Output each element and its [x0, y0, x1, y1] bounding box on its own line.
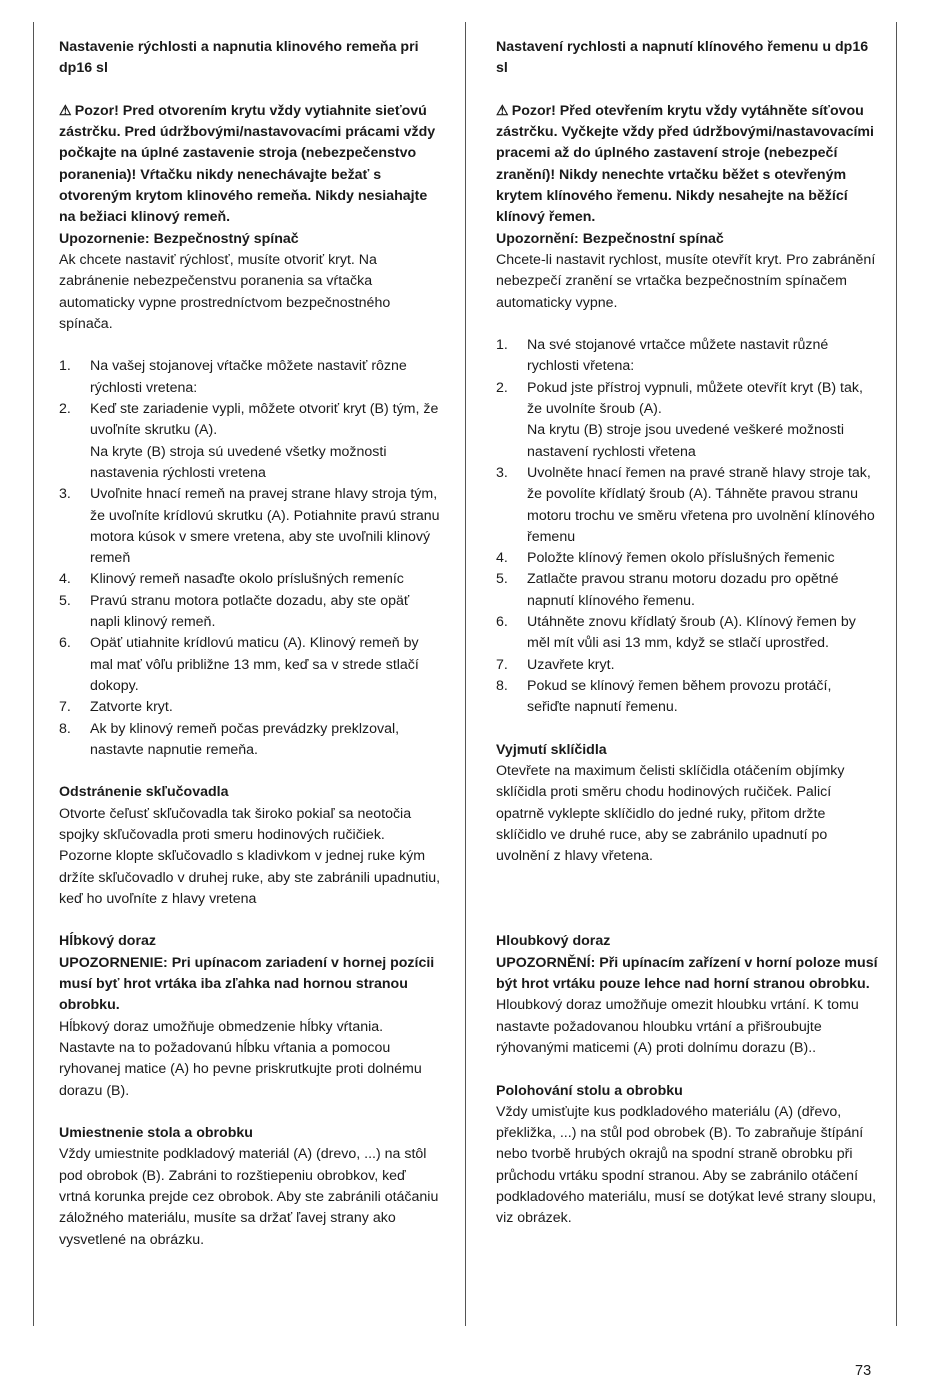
section-title-chuck: Vyjmutí sklíčidla — [496, 741, 607, 758]
step-number: 3. — [59, 486, 71, 503]
list-item — [496, 335, 878, 378]
warning-text: Pozor! Pred otvorením krytu vždy vytiahnite sieťovú zástrčku. Pred údržbovými/nastavovacími prácami vždy počkajte na úplné zastavenie stroja (nebezpečenstvo poranenia)! Vŕtačku nikdy nenechávajte bežať s otvoreným krytom klinového remeňa. Nikdy nesiahajte na bežiaci klinový remeň. — [59, 102, 436, 226]
list-item — [496, 612, 878, 655]
step-text: Pokud jste přístroj vypnuli, můžete otevřít kryt (B) tak, že uvolníte šroub (A). — [527, 379, 863, 418]
step-text: Ak by klinový remeň počas prevádzky preklzoval, nastavte napnutie remeňa. — [90, 720, 400, 758]
list-item — [496, 655, 878, 676]
depth-text: Hloubkový doraz umožňuje omezit hloubku vrtání. K tomu nastavte požadovanou hloubku vrtání a přišroubujte rýhovanými maticemi (A) proti dolnímu dorazu (B).. — [496, 997, 859, 1056]
warning-paragraph — [496, 101, 878, 229]
warning-triangle-icon: ⚠ — [59, 102, 72, 119]
step-extra-text: Na krytu (B) stroje jsou uvedené veškeré možnosti nastavení rychlosti vřetena — [527, 422, 844, 460]
chuck-text: Otvorte čeľusť skľučovadla tak široko pokiaľ sa neotočia spojky skľučovadla proti smeru hodinových ručičiek. Pozorne klopte skľučovadlo s kladivkom v jednej ruke kým držíte skľučovadlo v druhej ruke, aby ste zabránili upadnutiu, keď ho uvoľníte z hlavy vretena — [59, 805, 441, 907]
step-text: Uzavřete kryt. — [527, 656, 615, 673]
list-item — [59, 484, 441, 569]
step-text: Pokud se klínový řemen během provozu protáčí, seřiďte napnutí řemenu. — [527, 677, 832, 716]
step-text: Opäť utiahnite krídlovú maticu (A). Klinový remeň by mal mať vôľu približne 13 mm, keď sa v strede stlačí dokopy. — [90, 635, 419, 694]
step-number: 4. — [59, 571, 71, 588]
step-number: 2. — [59, 401, 71, 418]
step-number: 7. — [496, 656, 508, 673]
list-item — [59, 633, 441, 697]
section-title-table: Umiestnenie stola a obrobku — [59, 1125, 253, 1142]
right-margin-rule — [896, 22, 897, 1326]
step-text: Utáhněte znovu křídlatý šroub (A). Klínový řemen by měl mít vůli asi 13 mm, když se stlačí uprostřed. — [527, 614, 856, 652]
chuck-text: Otevřete na maximum čelisti sklíčidla otáčením objímky sklíčidla proti směru chodu hodinových ručiček. Palicí opatrně vyklepte sklíčidlo do jedné ruky, přitom držte sklíčidlo ve druhé ruce, aby se zabránilo upadnutí po uvolnění z hlavy vřetena. — [496, 763, 845, 865]
step-text: Na své stojanové vrtačce můžete nastavit různé rychlosti vřetena: — [527, 337, 829, 375]
step-text: Pravú stranu motora potlačte dozadu, aby ste opäť napli klinový remeň. — [90, 592, 410, 631]
section-title-chuck: Odstránenie skľučovadla — [59, 784, 229, 801]
section-title-speed: Nastavenie rýchlosti a napnutia klinového remeňa pri dp16 sl — [59, 39, 419, 77]
step-text: Klinový remeň nasaďte okolo príslušných remeníc — [90, 571, 404, 588]
step-number: 3. — [496, 464, 508, 481]
step-number: 1. — [496, 337, 508, 354]
page-number: 73 — [855, 1363, 872, 1379]
list-item — [496, 463, 878, 548]
warning-paragraph — [59, 101, 441, 229]
right-column — [496, 37, 878, 1230]
steps-list — [496, 335, 878, 718]
table-text: Vždy umiestnite podkladový materiál (A) (drevo, ...) na stôl pod obrobok (B). Zabráni to rozštiepeniu obrobkov, keď vrtná korunka prejde cez obrobok. Aby ste zabránili otáčaniu záložného materiálu, musíte sa držať ľavej strany ako vysvetlené na obrázku. — [59, 1146, 439, 1248]
step-number: 5. — [496, 571, 508, 588]
table-text: Vždy umisťujte kus podkladového materiálu (A) (dřevo, překližka, ...) na stůl pod obrobek (B). To zabraňuje štípání nebo tvorbě hrubých okrajů na spodní straně obrobku při průchodu vrtáku spodní stranou. Aby se zabránilo otáčení podkladového materiálu, musí se dotýkat levé strany sloupu, viz obrázek. — [496, 1103, 877, 1227]
warning-text: Pozor! Před otevřením krytu vždy vytáhněte síťovou zástrčku. Vyčkejte vždy před údržbovými/nastavovacími pracemi až do úplného zastavení stroje (nebezpečí zranění)! Nikdy nenechte vrtačku běžet s otevřeným krytem klínového řemenu. Nikdy nesahejte na běžící klínový řemen. — [496, 102, 874, 226]
step-text: Zatvorte kryt. — [90, 699, 173, 716]
step-number: 1. — [59, 358, 71, 375]
step-text: Uvolněte hnací řemen na pravé straně hlavy stroje tak, že povolíte křídlatý šroub (A). Táhněte pravou stranu motoru trochu ve směru vřetena pro uvolnění klínového řemenu — [527, 464, 875, 545]
steps-list — [59, 356, 441, 761]
step-extra-text: Na kryte (B) stroja sú uvedené všetky možnosti nastavenia rýchlosti vretena — [90, 443, 387, 481]
list-item — [496, 548, 878, 569]
warning-triangle-icon: ⚠ — [496, 102, 509, 119]
list-item — [59, 719, 441, 762]
section-title-depth: Hĺbkový doraz — [59, 933, 156, 950]
section-title-table: Polohování stolu a obrobku — [496, 1082, 683, 1099]
note-title: Upozornění: Bezpečnostní spínač — [496, 230, 724, 247]
list-item — [59, 399, 441, 484]
note-text: Ak chcete nastaviť rýchlosť, musíte otvoriť kryt. Na zabránenie nebezpečenstvu poranenia sa vŕtačka automaticky vypne prostredníctvom bezpečnostného spínača. — [59, 251, 391, 332]
list-item — [59, 569, 441, 590]
list-item — [496, 569, 878, 612]
step-number: 5. — [59, 592, 71, 609]
step-number: 6. — [496, 614, 508, 631]
step-number: 7. — [59, 699, 71, 716]
left-column — [59, 37, 441, 1251]
column-divider-rule — [465, 22, 466, 1326]
section-title-depth: Hloubkový doraz — [496, 933, 611, 950]
step-text: Uvoľnite hnací remeň na pravej strane hlavy stroja tým, že uvoľníte krídlovú skrutku (A). Potiahnite pravú stranu motora kúsok v smere vretena, aby ste uvoľnili klinový remeň — [90, 486, 440, 567]
step-number: 8. — [59, 720, 71, 737]
left-margin-rule — [33, 22, 34, 1326]
list-item — [59, 591, 441, 634]
step-number: 2. — [496, 379, 508, 396]
depth-warning: UPOZORNENIE: Pri upínacom zariadení v hornej pozícii musí byť hrot vrtáka iba zľahka nad hornou stranou obrobku. — [59, 954, 435, 1014]
list-item — [59, 697, 441, 718]
depth-warning: UPOZORNĚNÍ: Při upínacím zařízení v horní poloze musí být hrot vrtáku pouze lehce nad horní stranou obrobku. — [496, 954, 878, 993]
step-number: 8. — [496, 677, 508, 694]
step-text: Položte klínový řemen okolo příslušných řemenic — [527, 550, 835, 567]
note-title: Upozornenie: Bezpečnostný spínač — [59, 230, 299, 247]
note-text: Chcete-li nastavit rychlost, musíte otevřít kryt. Pro zabránění nebezpečí zranění se vrtačka bezpečnostním spínačem automaticky vypne. — [496, 251, 876, 311]
list-item — [59, 356, 441, 399]
step-number: 4. — [496, 550, 508, 567]
step-text: Na vašej stojanovej vŕtačke môžete nastaviť rôzne rýchlosti vretena: — [90, 358, 407, 396]
step-text: Keď ste zariadenie vypli, môžete otvoriť kryt (B) tým, že uvoľníte skrutku (A). — [90, 401, 439, 439]
step-number: 6. — [59, 635, 71, 652]
list-item — [496, 676, 878, 719]
section-title-speed: Nastavení rychlosti a napnutí klínového řemenu u dp16 sl — [496, 39, 869, 77]
depth-text: Hĺbkový doraz umožňuje obmedzenie hĺbky vŕtania. Nastavte na to požadovanú hĺbku vŕtania a pomocou ryhovanej matice (A) ho pevne priskrutkujte proti dolnému dorazu (B). — [59, 1018, 422, 1099]
list-item — [496, 378, 878, 463]
step-text: Zatlačte pravou stranu motoru dozadu pro opětné napnutí klínového řemenu. — [527, 571, 839, 609]
